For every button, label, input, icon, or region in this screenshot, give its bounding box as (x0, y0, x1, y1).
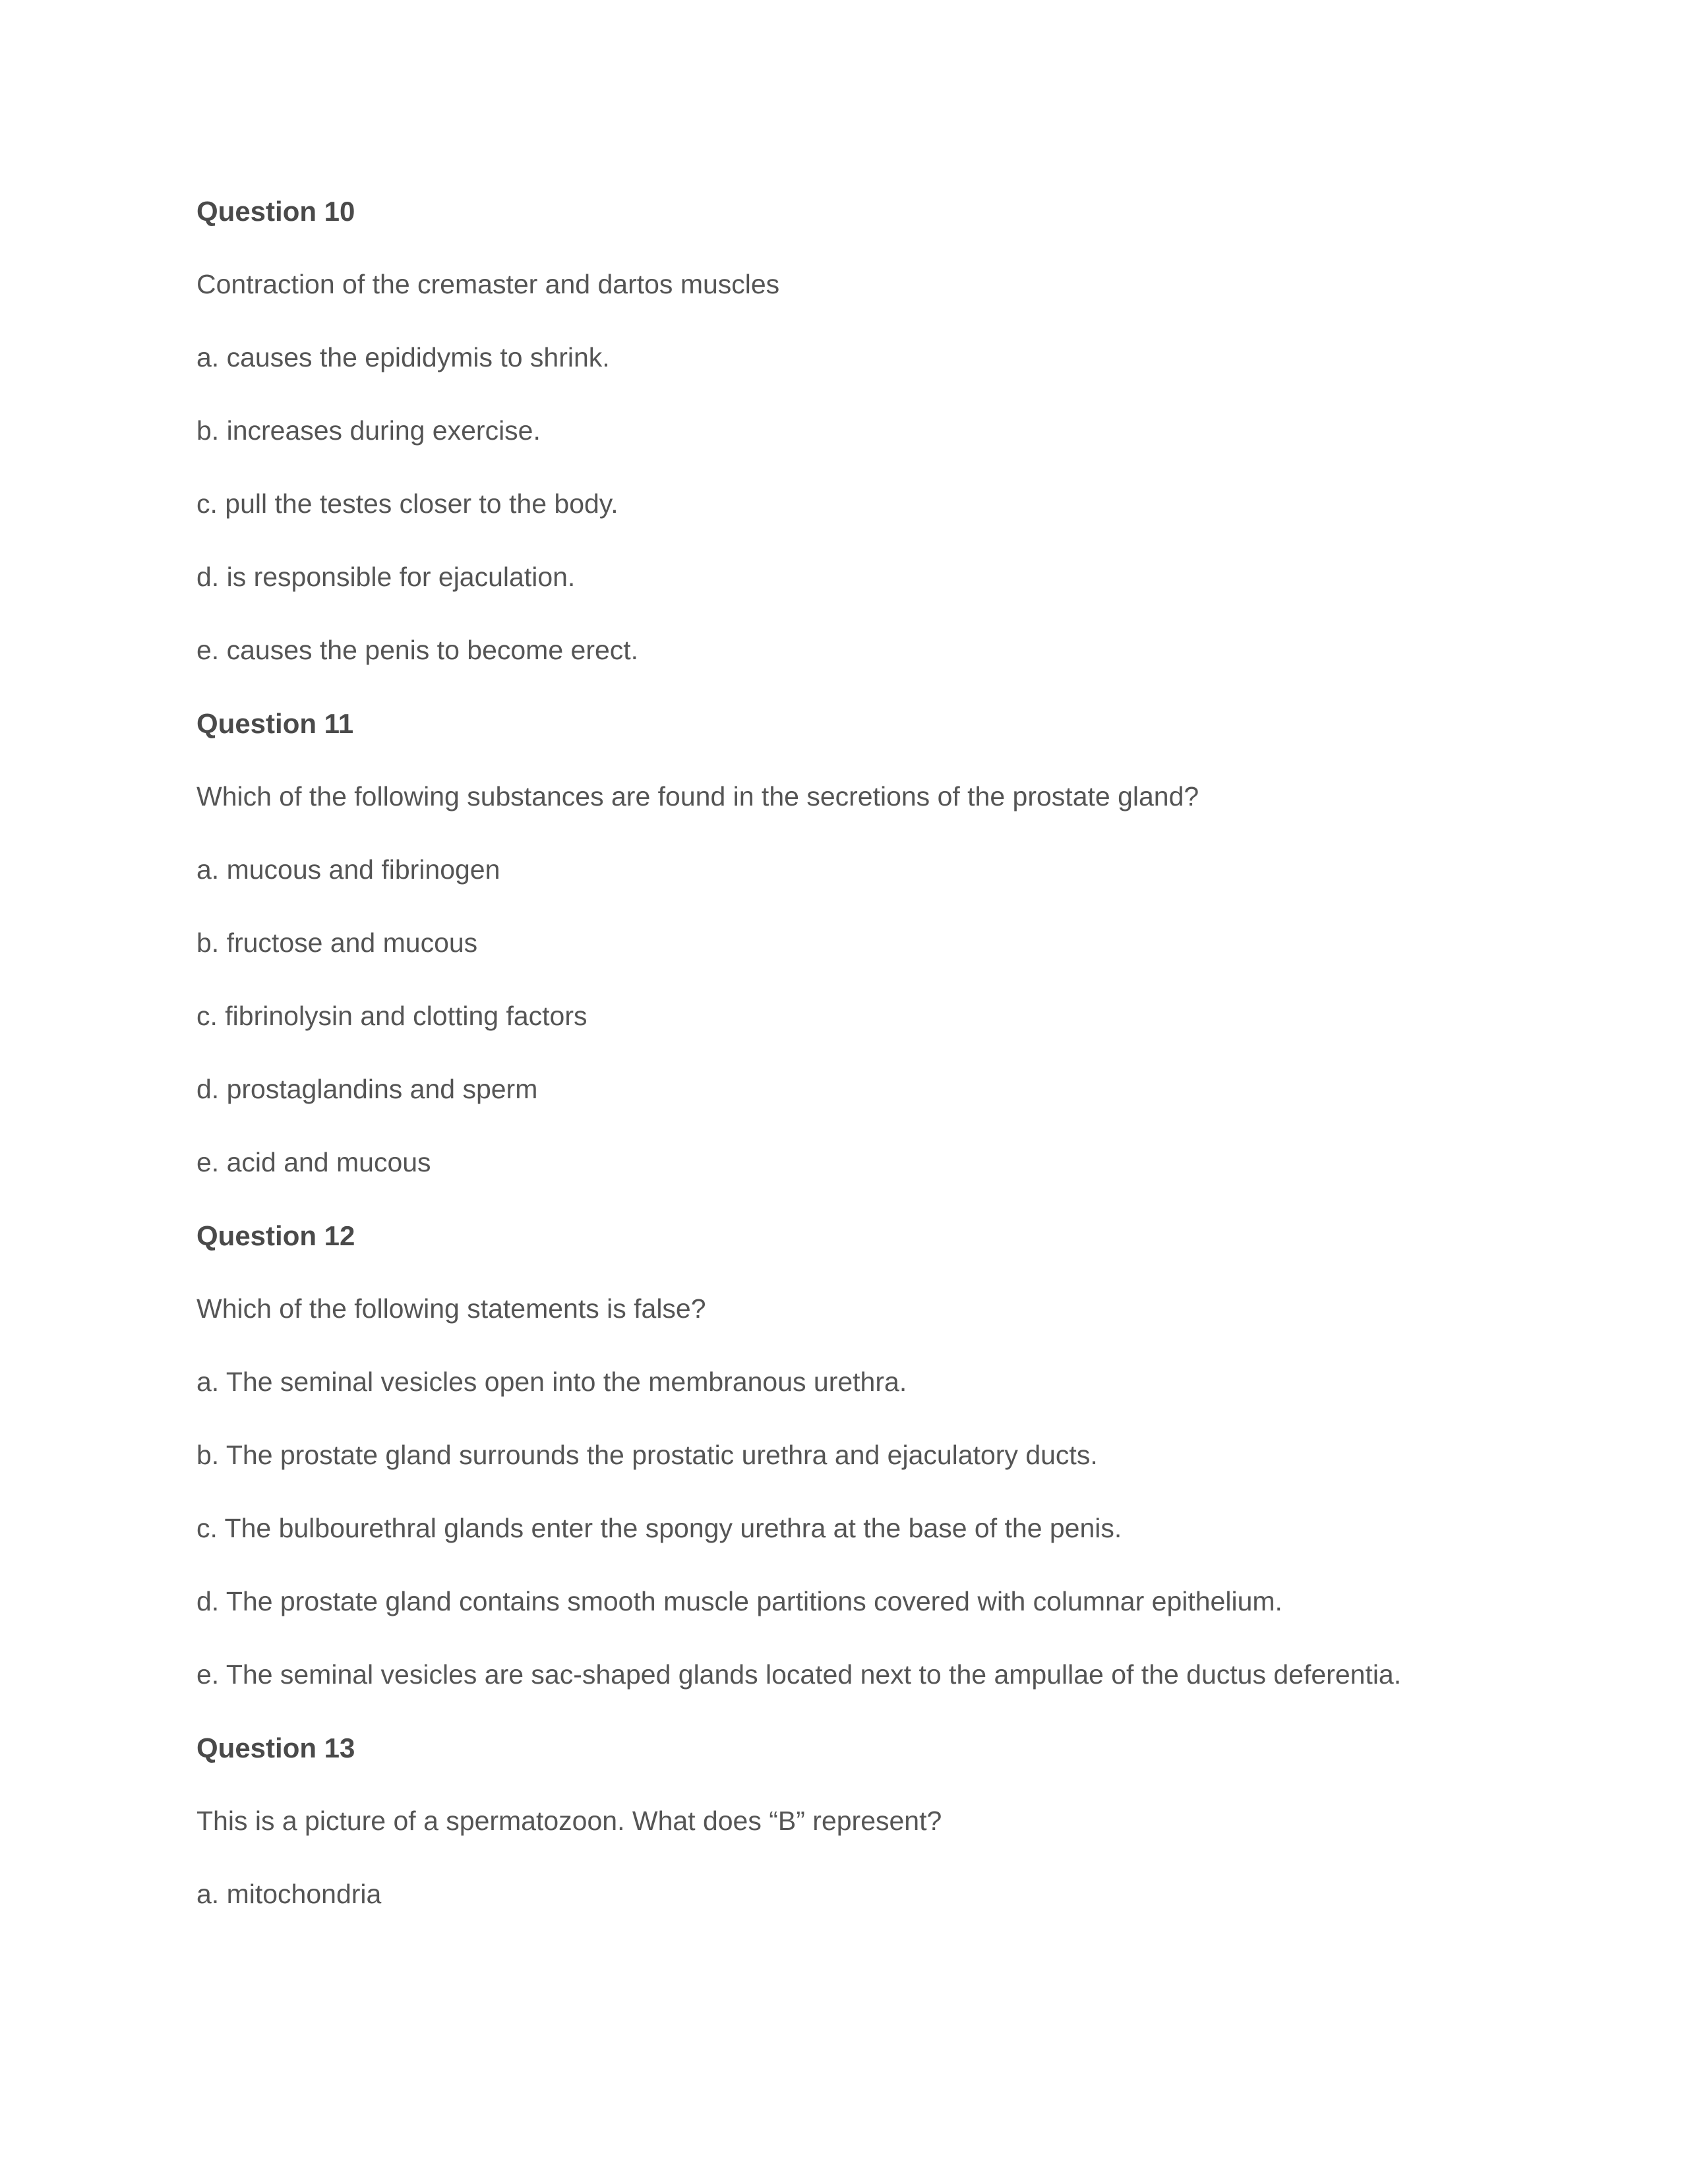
answer-option-e: e. causes the penis to become erect. (196, 635, 639, 665)
question-prompt: Contraction of the cremaster and dartos muscles (196, 269, 780, 299)
answer-option-c: c. pull the testes closer to the body. (196, 488, 618, 519)
question-11 (196, 710, 1515, 1222)
question-prompt: This is a picture of a spermatozoon. What does “B” represent? (196, 1806, 942, 1836)
answer-option-e: e. The seminal vesicles are sac-shaped glands located next to the ampullae of the ductus deferentia. (196, 1659, 1402, 1690)
answer-option-a: a. mucous and fibrinogen (196, 854, 500, 885)
answer-option-a: a. mitochondria (196, 1879, 382, 1909)
answer-option-a: a. The seminal vesicles open into the membranous urethra. (196, 1367, 907, 1397)
question-prompt: Which of the following substances are found in the secretions of the prostate gland? (196, 781, 1199, 812)
answer-option-d: d. prostaglandins and sperm (196, 1074, 538, 1104)
answer-option-d: d. is responsible for ejaculation. (196, 562, 576, 592)
question-10 (196, 198, 1515, 710)
answer-option-b: b. fructose and mucous (196, 928, 478, 958)
question-title: Question 10 (196, 196, 355, 227)
answer-option-a: a. causes the epididymis to shrink. (196, 342, 610, 372)
answer-option-c: c. fibrinolysin and clotting factors (196, 1001, 588, 1031)
answer-option-e: e. acid and mucous (196, 1147, 431, 1177)
question-12 (196, 1222, 1515, 1734)
answer-option-d: d. The prostate gland contains smooth muscle partitions covered with columnar epithelium. (196, 1586, 1282, 1616)
answer-option-b: b. The prostate gland surrounds the prostatic urethra and ejaculatory ducts. (196, 1440, 1098, 1470)
questions-list (196, 198, 1515, 1954)
answer-option-c: c. The bulbourethral glands enter the spongy urethra at the base of the penis. (196, 1513, 1122, 1543)
answer-option-b: b. increases during exercise. (196, 415, 541, 446)
question-title: Question 11 (196, 708, 354, 739)
question-title: Question 12 (196, 1220, 355, 1251)
question-prompt: Which of the following statements is false? (196, 1293, 706, 1324)
question-13 (196, 1734, 1515, 1954)
question-title: Question 13 (196, 1732, 355, 1763)
